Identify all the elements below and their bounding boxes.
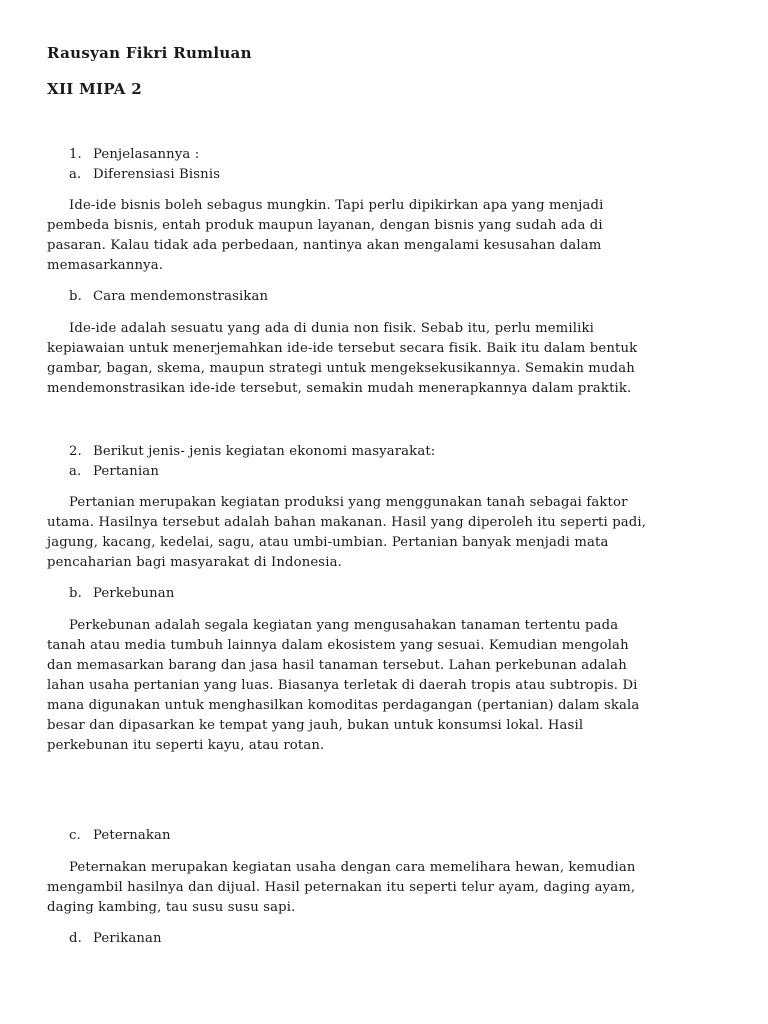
paragraph-line: lahan usaha pertanian yang luas. Biasanya terletak di daerah tropis atau subtropis. Di [47, 678, 638, 693]
section-1-heading: 1. Penjelasannya : [69, 147, 200, 162]
paragraph-line: besar dan dipasarkan ke tempat yang jauh, bukan untuk konsumsi lokal. Hasil [47, 718, 584, 733]
paragraph-line: kepiawaian untuk menerjemahkan ide-ide tersebut secara fisik. Baik itu dalam bentuk [47, 341, 638, 356]
paragraph-line: pencaharian bagi masyarakat di Indonesia. [47, 555, 342, 570]
paragraph-line: gambar, bagan, skema, maupun strategi untuk mengeksekusikannya. Semakin mudah [47, 361, 635, 376]
subsection-2b-heading: b. Perkebunan [69, 586, 175, 601]
author-name: Rausyan Fikri Rumluan [47, 44, 252, 62]
paragraph-line: Ide-ide adalah sesuatu yang ada di dunia non fisik. Sebab itu, perlu memiliki [69, 321, 594, 336]
paragraph-line: Perkebunan adalah segala kegiatan yang mengusahakan tanaman tertentu pada [69, 618, 619, 633]
paragraph-line: mana digunakan untuk menghasilkan komoditas perdagangan (pertanian) dalam skala [47, 698, 640, 713]
paragraph-line: pasaran. Kalau tidak ada perbedaan, nantinya akan mengalami kesusahan dalam [47, 238, 602, 253]
subsection-1b-heading: b. Cara mendemonstrasikan [69, 289, 269, 304]
section-2-heading: 2. Berikut jenis- jenis kegiatan ekonomi masyarakat: [69, 444, 436, 459]
paragraph-line: dan memasarkan barang dan jasa hasil tanaman tersebut. Lahan perkebunan adalah [47, 658, 627, 673]
paragraph-line: tanah atau media tumbuh lainnya dalam ekosistem yang sesuai. Kemudian mengolah [47, 638, 629, 653]
paragraph-line: pembeda bisnis, entah produk maupun layanan, dengan bisnis yang sudah ada di [47, 218, 603, 233]
paragraph-line: Pertanian merupakan kegiatan produksi yang menggunakan tanah sebagai faktor [69, 495, 628, 510]
paragraph-line: mendemonstrasikan ide-ide tersebut, semakin mudah menerapkannya dalam praktik. [47, 381, 632, 396]
paragraph-line: jagung, kacang, kedelai, sagu, atau umbi-umbian. Pertanian banyak menjadi mata [47, 535, 609, 550]
paragraph-line: Peternakan merupakan kegiatan usaha dengan cara memelihara hewan, kemudian [69, 860, 636, 875]
subsection-2d-heading: d. Perikanan [69, 931, 162, 946]
paragraph-line: memasarkannya. [47, 258, 164, 273]
paragraph-line: daging kambing, tau susu susu sapi. [47, 900, 296, 915]
paragraph-line: perkebunan itu seperti kayu, atau rotan. [47, 738, 325, 753]
paragraph-line: mengambil hasilnya dan dijual. Hasil peternakan itu seperti telur ayam, daging ayam, [47, 880, 636, 895]
class-label: XII MIPA 2 [47, 80, 142, 98]
subsection-2a-heading: a. Pertanian [69, 464, 159, 479]
paragraph-line: Ide-ide bisnis boleh sebagus mungkin. Tapi perlu dipikirkan apa yang menjadi [69, 198, 604, 213]
paragraph-line: utama. Hasilnya tersebut adalah bahan makanan. Hasil yang diperoleh itu seperti padi, [47, 515, 647, 530]
subsection-2c-heading: c. Peternakan [69, 828, 171, 843]
subsection-1a-heading: a. Diferensiasi Bisnis [69, 167, 221, 182]
